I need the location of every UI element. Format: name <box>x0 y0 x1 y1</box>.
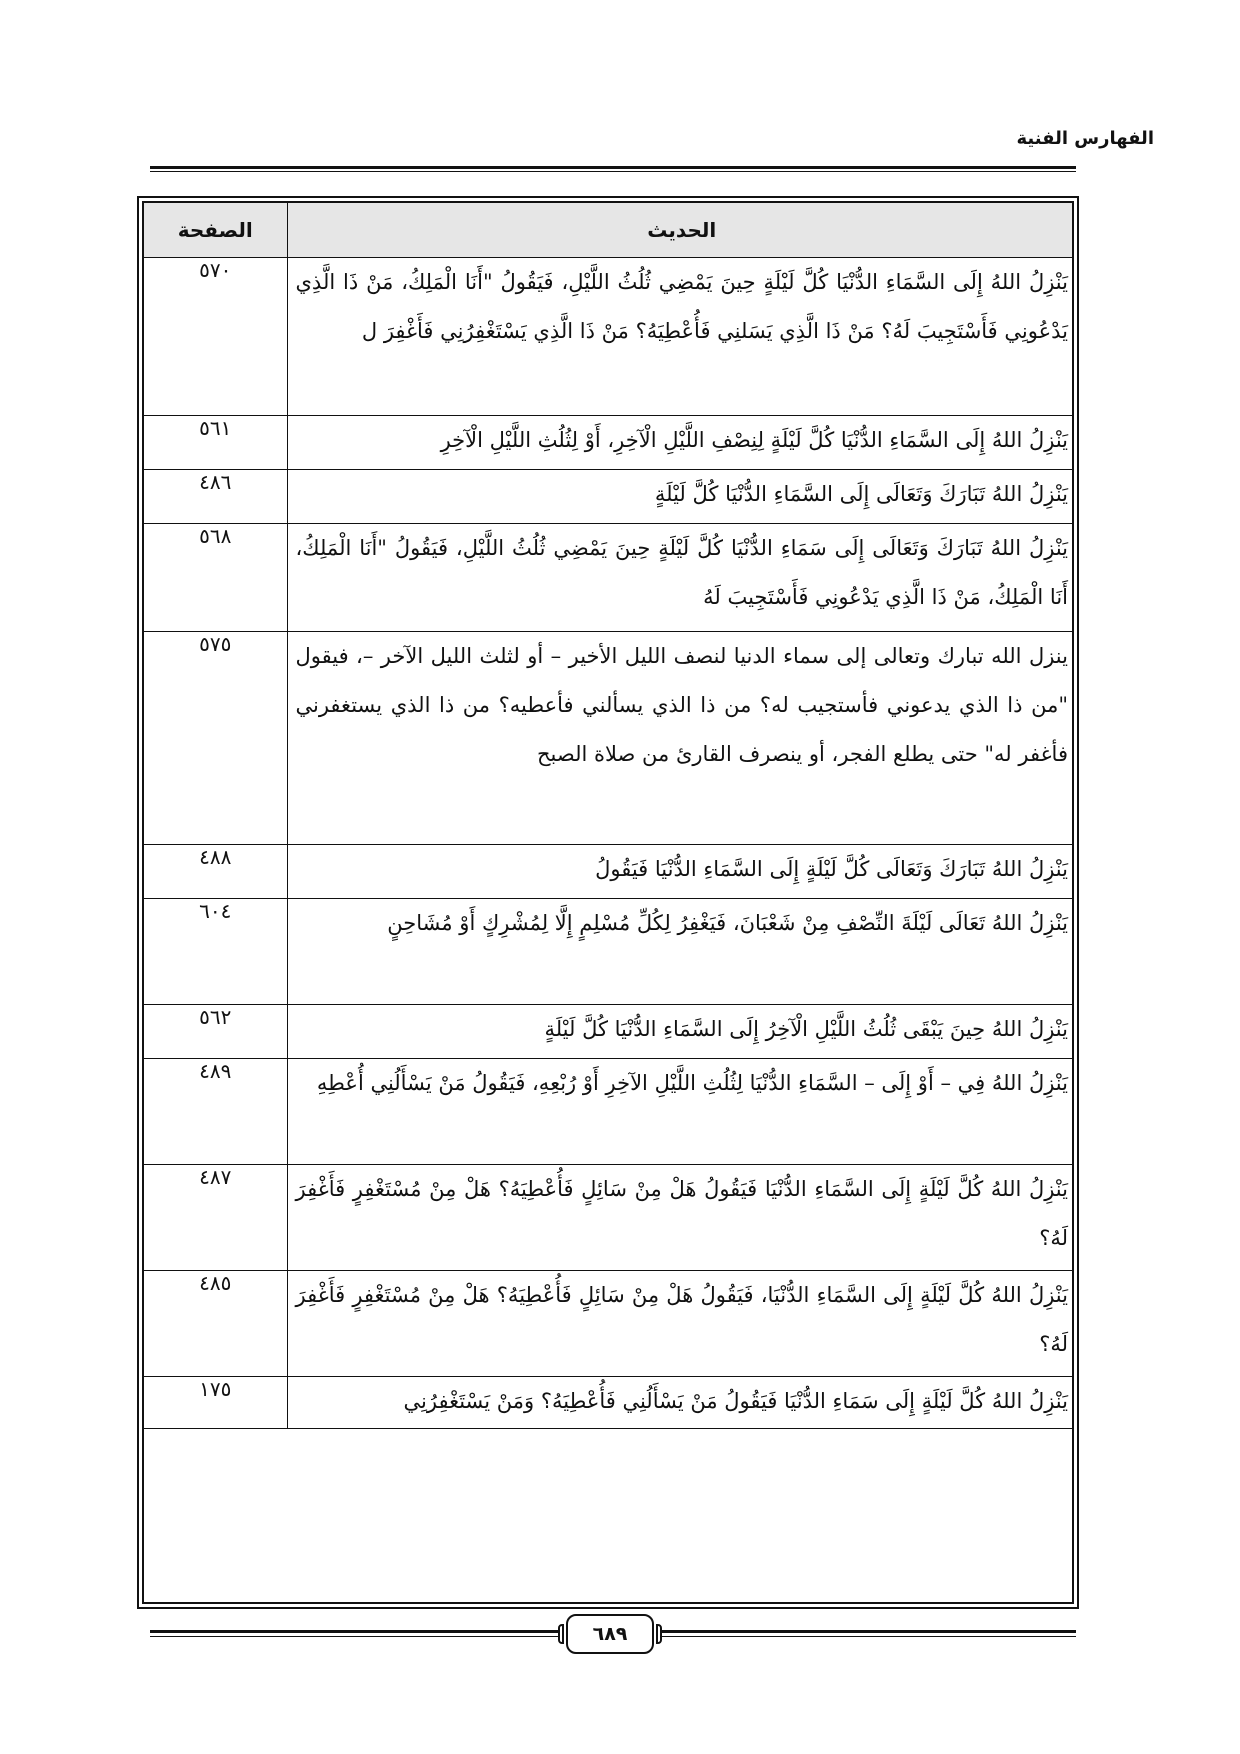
page-number-cell: ٥٦٢ <box>144 1005 287 1059</box>
page-number-cell: ٦٠٤ <box>144 899 287 1005</box>
hadith-text: يَنْزِلُ اللهُ كُلَّ لَيْلَةٍ إِلَى السَّمَاءِ الدُّنْيَا، فَيَقُولُ هَلْ مِنْ سَائِلٍ فَأُعْطِيَهُ؟ هَلْ مِنْ مُسْتَغْفِرٍ فَأَغْفِرَ لَهُ؟ <box>287 1271 1074 1377</box>
footer-rule-left <box>150 1630 562 1633</box>
table-row <box>144 1377 1074 1429</box>
page-number-cell: ١٧٥ <box>144 1377 287 1429</box>
page-number: ٦٨٩ <box>566 1614 654 1654</box>
table-row <box>144 258 1074 416</box>
page-number-cell: ٤٨٩ <box>144 1059 287 1165</box>
page-number-cell: ٤٨٧ <box>144 1165 287 1271</box>
page-number-cell: ٥٧٠ <box>144 258 287 416</box>
running-title: الفهارس الفنية <box>1016 128 1154 149</box>
table-row <box>144 1271 1074 1377</box>
table-row <box>144 1005 1074 1059</box>
page-number-cell: ٥٦١ <box>144 416 287 470</box>
column-header-page: الصفحة <box>144 203 287 258</box>
table-row <box>144 1165 1074 1271</box>
hadith-text: يَنْزِلُ اللهُ كُلَّ لَيْلَةٍ إِلَى سَمَاءِ الدُّنْيَا فَيَقُولُ مَنْ يَسْأَلُنِي فَأُعْطِيَهُ؟ وَمَنْ يَسْتَغْفِرُنِي <box>287 1377 1074 1429</box>
header-rule-thin <box>150 171 1076 172</box>
footer-rule-left-thin <box>150 1636 562 1637</box>
hadith-index-table-container <box>142 201 1074 1604</box>
page-number-cell: ٤٨٥ <box>144 1271 287 1377</box>
table-row <box>144 470 1074 524</box>
page-number-cell: ٥٦٨ <box>144 524 287 632</box>
hadith-text: ينزل الله تبارك وتعالى إلى سماء الدنيا لنصف الليل الأخير – أو لثلث الليل الآخر –، فيقول "من ذا الذي يدعوني فأستجيب له؟ من ذا الذي يسألني فأعطيه؟ من ذا الذي يستغفرني فأغفر له" حتى يطلع الفجر، أو ينصرف القارئ من صلاة الصبح <box>287 632 1074 845</box>
header-rule <box>150 166 1076 169</box>
table-row <box>144 632 1074 845</box>
page-number-cell: ٤٨٦ <box>144 470 287 524</box>
hadith-text: يَنْزِلُ اللهُ تَعَالَى لَيْلَةَ النِّصْفِ مِنْ شَعْبَانَ، فَيَغْفِرُ لِكُلِّ مُسْلِمٍ إِلَّا لِمُشْرِكٍ أَوْ مُشَاحِنٍ <box>287 899 1074 1005</box>
hadith-text: يَنْزِلُ اللهُ تَبَارَكَ وَتَعَالَى إِلَى سَمَاءِ الدُّنْيَا كُلَّ لَيْلَةٍ حِينَ يَمْضِي ثُلُثُ اللَّيْلِ، فَيَقُولُ "أَنَا الْمَلِكُ، أَنَا الْمَلِكُ، مَنْ ذَا الَّذِي يَدْعُونِي فَأَسْتَجِيبَ لَهُ <box>287 524 1074 632</box>
column-header-hadith: الحديث <box>287 203 1074 258</box>
hadith-text: يَنْزِلُ اللهُ كُلَّ لَيْلَةٍ إِلَى السَّمَاءِ الدُّنْيَا فَيَقُولُ هَلْ مِنْ سَائِلٍ فَأُعْطِيَهُ؟ هَلْ مِنْ مُسْتَغْفِرٍ فَأَغْفِرَ لَهُ؟ <box>287 1165 1074 1271</box>
table-header-row <box>144 203 1074 258</box>
table-row <box>144 416 1074 470</box>
hadith-text: يَنْزِلُ اللهُ حِينَ يَبْقَى ثُلُثُ اللَّيْلِ الْآخِرُ إِلَى السَّمَاءِ الدُّنْيَا كُلَّ لَيْلَةٍ <box>287 1005 1074 1059</box>
footer-rule-right <box>658 1630 1076 1633</box>
hadith-text: يَنْزِلُ اللهُ تَبَارَكَ وَتَعَالَى كُلَّ لَيْلَةٍ إِلَى السَّمَاءِ الدُّنْيَا فَيَقُولُ <box>287 845 1074 899</box>
hadith-text: يَنْزِلُ اللهُ إِلَى السَّمَاءِ الدُّنْيَا كُلَّ لَيْلَةٍ لِنِصْفِ اللَّيْلِ الْآخِرِ، أَوْ لِثُلُثِ اللَّيْلِ الْآخِرِ <box>287 416 1074 470</box>
hadith-text: يَنْزِلُ اللهُ إِلَى السَّمَاءِ الدُّنْيَا كُلَّ لَيْلَةٍ حِينَ يَمْضِي ثُلُثُ اللَّيْلِ، فَيَقُولُ "أَنَا الْمَلِكُ، مَنْ ذَا الَّذِي يَدْعُونِي فَأَسْتَجِيبَ لَهُ؟ مَنْ ذَا الَّذِي يَسَلنِي فَأُعْطِيَهُ؟ مَنْ ذَا الَّذِي يَسْتَغْفِرُنِي فَأَغْفِرَ ل <box>287 258 1074 416</box>
page-number-cell: ٥٧٥ <box>144 632 287 845</box>
hadith-text: يَنْزِلُ اللهُ فِي – أَوْ إِلَى – السَّمَاءِ الدُّنْيَا لِثُلُثِ اللَّيْلِ الآخِرِ أَوْ رُبْعِهِ، فَيَقُولُ مَنْ يَسْأَلُنِي أُعْطِهِ <box>287 1059 1074 1165</box>
table-row <box>144 524 1074 632</box>
table-row <box>144 899 1074 1005</box>
footer-rule-right-thin <box>658 1636 1076 1637</box>
hadith-text: يَنْزِلُ اللهُ تَبَارَكَ وَتَعَالَى إِلَى السَّمَاءِ الدُّنْيَا كُلَّ لَيْلَةٍ <box>287 470 1074 524</box>
table-row <box>144 845 1074 899</box>
hadith-index-table <box>144 203 1074 1429</box>
page-number-cell: ٤٨٨ <box>144 845 287 899</box>
table-row <box>144 1059 1074 1165</box>
